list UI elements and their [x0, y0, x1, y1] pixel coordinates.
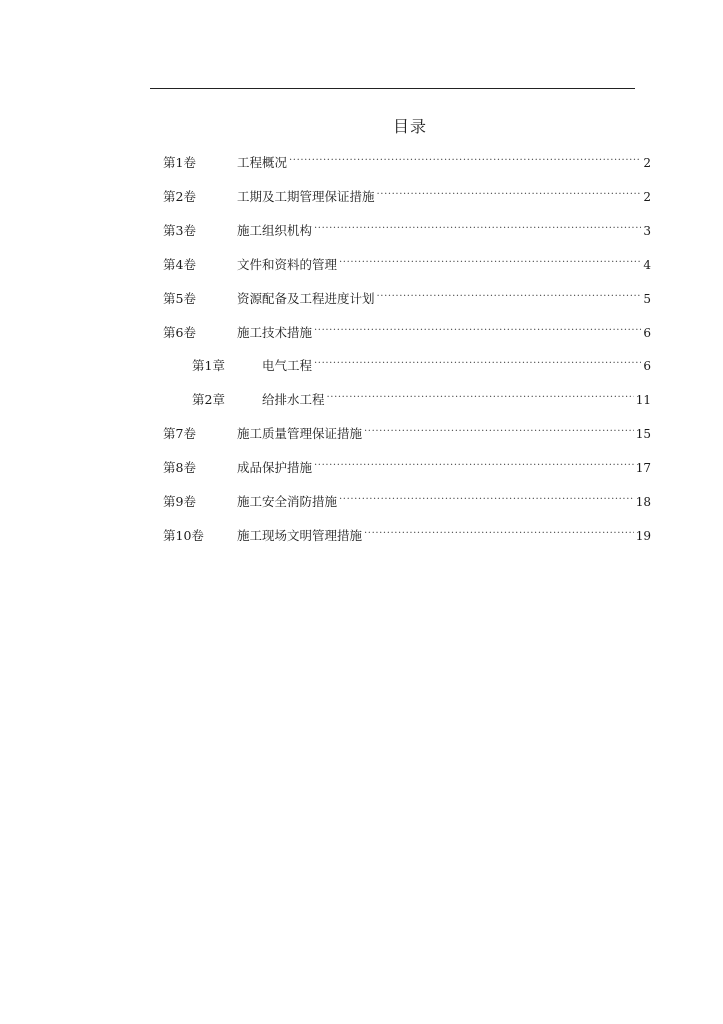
- toc-entry-label: 工期及工期管理保证措施: [237, 188, 375, 204]
- toc-entry-page: 11: [635, 393, 651, 408]
- toc-dot-leader: [364, 418, 634, 438]
- toc-entry[interactable]: [163, 317, 651, 340]
- toc-entry[interactable]: [163, 418, 651, 442]
- toc-entry[interactable]: [163, 215, 651, 238]
- toc-entry-number: 第2卷: [163, 188, 196, 204]
- toc-entry-page: 2: [643, 189, 651, 204]
- toc-entry[interactable]: [163, 486, 651, 509]
- toc-entry-number: 第9卷: [163, 494, 196, 509]
- toc-entry-page: 15: [635, 427, 651, 442]
- toc-entry[interactable]: [163, 452, 651, 476]
- toc-dot-leader: [314, 452, 634, 472]
- toc-entry[interactable]: [163, 249, 651, 272]
- toc-entry-number: 第6卷: [163, 324, 196, 340]
- toc-dot-leader: [339, 486, 634, 506]
- toc-subentry[interactable]: [192, 384, 651, 408]
- toc-entry-number: 第10卷: [163, 527, 204, 543]
- toc-entry-number: 第4卷: [163, 256, 196, 272]
- toc-entry-page: 17: [635, 461, 651, 476]
- toc-entry-label: 施工安全消防措施: [237, 494, 338, 509]
- toc-entry-label: 电气工程: [262, 358, 313, 374]
- toc-entry-number: 第1卷: [163, 155, 196, 170]
- toc-entry-number: 第7卷: [163, 426, 196, 442]
- toc-entry-label: 成品保护措施: [237, 460, 313, 476]
- toc-entry[interactable]: [163, 520, 651, 543]
- toc-dot-leader: [327, 384, 634, 404]
- toc-entry-number: 第8卷: [163, 460, 196, 476]
- toc-entry-page: 18: [635, 495, 651, 509]
- toc-dot-leader: [314, 317, 641, 337]
- toc-title: 目录: [392, 117, 427, 136]
- toc-dot-leader: [364, 520, 634, 540]
- toc-entry-label: 施工组织机构: [237, 222, 313, 238]
- header-rule: [150, 88, 635, 89]
- toc-dot-leader: [377, 181, 642, 201]
- toc-entry-number: 第2章: [192, 392, 225, 408]
- toc-entry-page: 19: [635, 528, 651, 543]
- toc-entry-label: 工程概况: [237, 155, 288, 170]
- toc-entry-page: 2: [643, 156, 651, 170]
- toc-entry-page: 6: [643, 359, 651, 374]
- toc-entry-page: 3: [643, 223, 651, 238]
- toc-entry[interactable]: [163, 181, 651, 204]
- toc-entry-label: 施工质量管理保证措施: [237, 426, 363, 442]
- toc-entry-number: 第1章: [192, 358, 225, 374]
- toc-entry-page: 6: [643, 325, 651, 340]
- toc-entry-page: 5: [643, 291, 651, 306]
- toc-entry-number: 第3卷: [163, 222, 196, 238]
- toc-entry-number: 第5卷: [163, 290, 196, 306]
- toc-entry-label: 文件和资料的管理: [237, 256, 338, 272]
- toc-entry-label: 给排水工程: [262, 392, 325, 408]
- toc-entry-label: 施工技术措施: [237, 324, 313, 340]
- toc-entry-page: 4: [643, 257, 651, 272]
- toc-dot-leader: [377, 283, 642, 303]
- toc-entry[interactable]: [163, 283, 651, 306]
- toc-dot-leader: [339, 249, 641, 269]
- toc-subentry[interactable]: [192, 350, 651, 374]
- toc-entry-label: 施工现场文明管理措施: [237, 527, 363, 543]
- toc-entry-label: 资源配备及工程进度计划: [237, 290, 375, 306]
- toc-dot-leader: [314, 350, 641, 370]
- toc-dot-leader: [289, 147, 641, 167]
- toc-dot-leader: [314, 215, 641, 235]
- toc-entry[interactable]: [163, 147, 651, 170]
